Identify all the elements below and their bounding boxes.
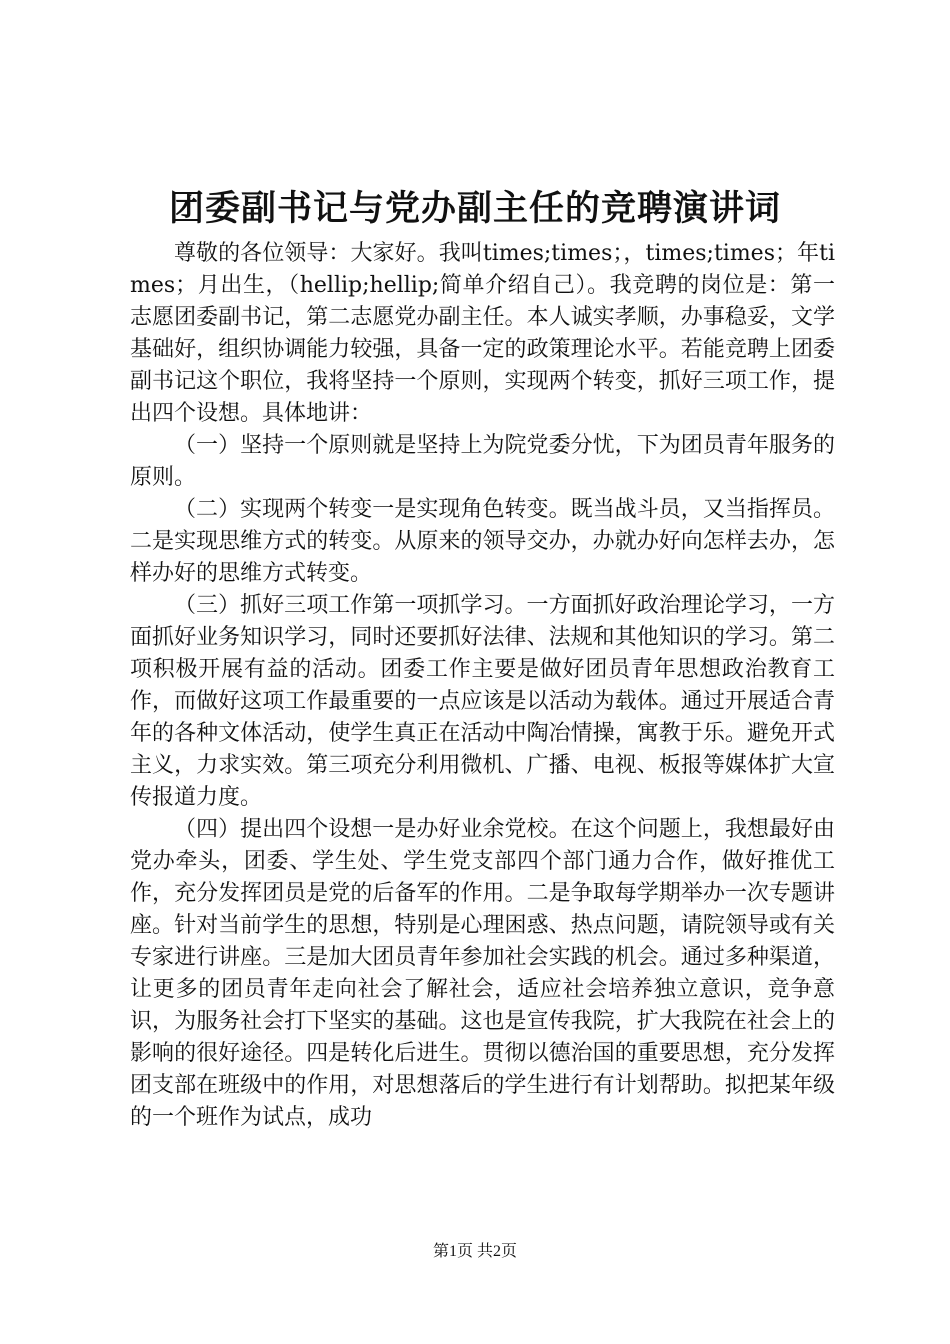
document-title: 团委副书记与党办副主任的竞聘演讲词 bbox=[168, 188, 781, 229]
paragraph-three-tasks: （三）抓好三项工作第一项抓学习。一方面抓好政治理论学习，一方面抓好业务知识学习，同时还要抓好法律、法规和其他知识的学习。第二项积极开展有益的活动。团委工作主要是做好团员青年思想政治教育工作，而做好这项工作最重要的一点应该是以活动为载体。通过开展适合青年的各种文体活动，使学生真正在活动中陶冶情操，寓教于乐。避免开式主义，力求实效。第三项充分利用微机、广播、电视、板报等媒体扩大宣传报道力度。 bbox=[130, 593, 835, 810]
paragraph-one-principle: （一）坚持一个原则就是坚持上为院党委分忧，下为团员青年服务的原则。 bbox=[130, 433, 835, 490]
document-body bbox=[130, 238, 835, 1134]
paragraph-greeting: 尊敬的各位领导：大家好。我叫times;times；，times;times；年times；月出生，（hellip;hellip;简单介绍自己）。我竞聘的岗位是：第一志愿团委副书记，第二志愿党办副主任。本人诚实孝顺，办事稳妥，文学基础好，组织协调能力较强，具备一定的政策理论水平。若能竞聘上团委副书记这个职位，我将坚持一个原则，实现两个转变，抓好三项工作，提出四个设想。具体地讲： bbox=[130, 241, 835, 426]
paragraph-four-ideas: （四）提出四个设想一是办好业余党校。在这个问题上，我想最好由党办牵头，团委、学生处、学生党支部四个部门通力合作，做好推优工作，充分发挥团员是党的后备军的作用。二是争取每学期举办一次专题讲座。针对当前学生的思想，特别是心理困惑、热点问题，请院领导或有关专家进行讲座。三是加大团员青年参加社会实践的机会。通过多种渠道，让更多的团员青年走向社会了解社会，适应社会培养独立意识，竞争意识，为服务社会打下坚实的基础。这也是宣传我院，扩大我院在社会上的影响的很好途径。四是转化后进生。贯彻以德治国的重要思想，充分发挥团支部在班级中的作用，对思想落后的学生进行有计划帮助。拟把某年级的一个班作为试点，成功 bbox=[130, 817, 835, 1130]
page-footer: 第1页 共2页 bbox=[432, 1243, 517, 1260]
paragraph-two-changes: （二）实现两个转变一是实现角色转变。既当战斗员，又当指挥员。二是实现思维方式的转变。从原来的领导交办，办就办好向怎样去办，怎样办好的思维方式转变。 bbox=[130, 497, 835, 586]
